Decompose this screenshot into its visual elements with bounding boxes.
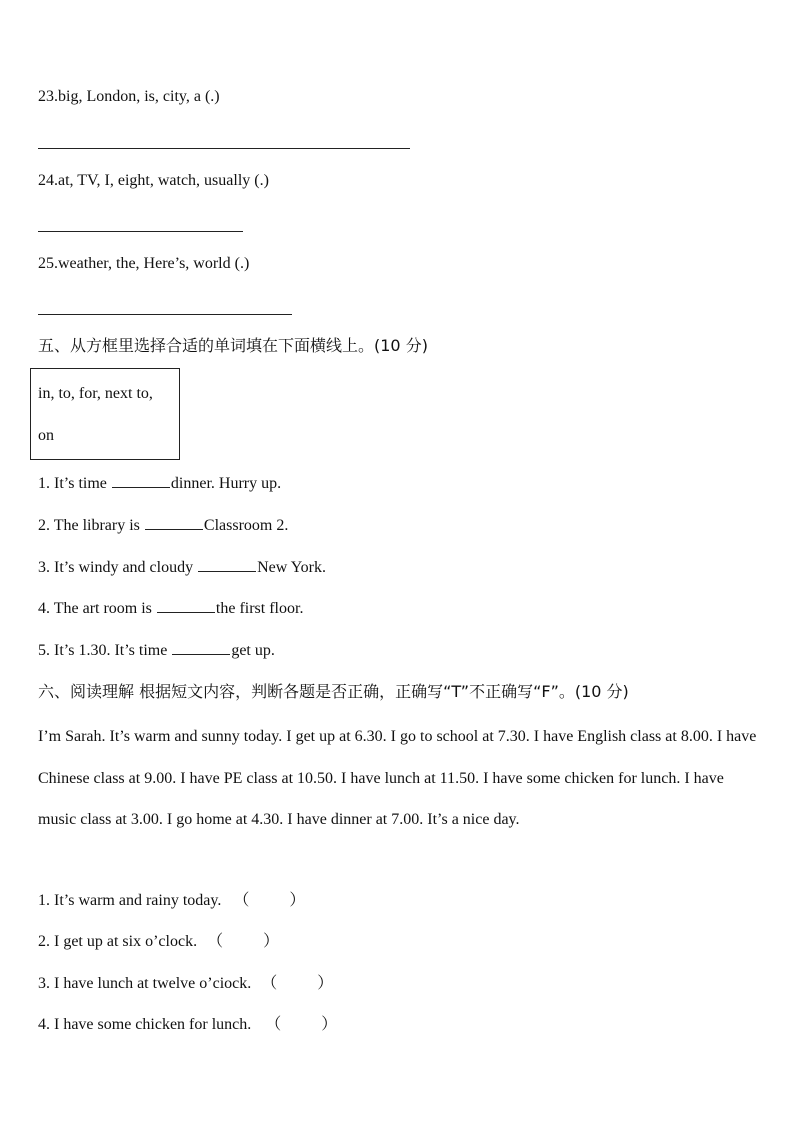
word-box — [30, 368, 180, 460]
tf-question-3-text: 3. I have lunch at twelve o’ciock. — [38, 975, 252, 992]
fill-blank-5[interactable] — [172, 640, 230, 655]
tf-answer-2[interactable]: （ ） — [207, 931, 280, 950]
fill-item-4-pre: 4. The art room is — [38, 600, 152, 617]
fill-item-2 — [38, 515, 288, 536]
tf-answer-1[interactable]: （ ） — [233, 890, 306, 909]
word-box-line-2: on — [38, 427, 54, 444]
fill-item-1-post: dinner. Hurry up. — [170, 475, 282, 492]
question-25: 25.weather, the, Here’s, world (.) — [38, 255, 250, 272]
fill-item-5-post: get up. — [231, 642, 275, 659]
answer-line-25 — [38, 314, 292, 315]
fill-item-4-post: the first floor. — [215, 600, 304, 617]
tf-answer-4[interactable]: （ ） — [265, 1014, 338, 1033]
fill-item-3-pre: 3. It’s windy and cloudy — [38, 559, 194, 576]
tf-question-4 — [38, 1014, 337, 1035]
tf-question-2-text: 2. I get up at six o’clock. — [38, 933, 198, 950]
tf-question-1-text: 1. It’s warm and rainy today. — [38, 892, 222, 909]
tf-question-4-text: 4. I have some chicken for lunch. — [38, 1016, 252, 1033]
fill-item-4 — [38, 598, 303, 619]
question-24: 24.at, TV, I, eight, watch, usually (.) — [38, 172, 269, 189]
fill-blank-1[interactable] — [112, 473, 170, 488]
tf-question-3 — [38, 973, 333, 994]
answer-line-24 — [38, 231, 243, 232]
fill-item-2-post: Classroom 2. — [203, 517, 289, 534]
fill-item-2-pre: 2. The library is — [38, 517, 140, 534]
fill-blank-2[interactable] — [145, 515, 203, 530]
fill-item-5-pre: 5. It’s 1.30. It’s time — [38, 642, 168, 659]
fill-item-5 — [38, 640, 275, 661]
fill-item-3 — [38, 557, 326, 578]
reading-passage: I’m Sarah. It’s warm and sunny today. I get up at 6.30. I go to school at 7.30. I have English class at 8.00. I have Chinese class at 9.00. I have PE class at 10.50. I have lunch at 11.50. I have some chicken for lunch. I have music class at 3.00. I go home at 4.30. I have dinner at 7.00. It’s a nice day. — [38, 728, 757, 829]
fill-blank-4[interactable] — [157, 598, 215, 613]
fill-item-1 — [38, 473, 281, 494]
tf-question-2 — [38, 931, 279, 952]
answer-line-23 — [38, 148, 410, 149]
word-box-line-1: in, to, for, next to, — [38, 385, 153, 402]
fill-blank-3[interactable] — [198, 557, 256, 572]
section-5-heading: 五、从方框里选择合适的单词填在下面横线上。(10 分) — [38, 336, 428, 355]
fill-item-3-post: New York. — [257, 559, 326, 576]
question-23: 23.big, London, is, city, a (.) — [38, 88, 220, 105]
fill-item-1-pre: 1. It’s time — [38, 475, 107, 492]
tf-question-1 — [38, 890, 305, 911]
section-6-heading: 六、阅读理解 根据短文内容，判断各题是否正确，正确写“T”不正确写“F”。(10 分) — [38, 682, 629, 701]
tf-answer-3[interactable]: （ ） — [261, 973, 334, 992]
